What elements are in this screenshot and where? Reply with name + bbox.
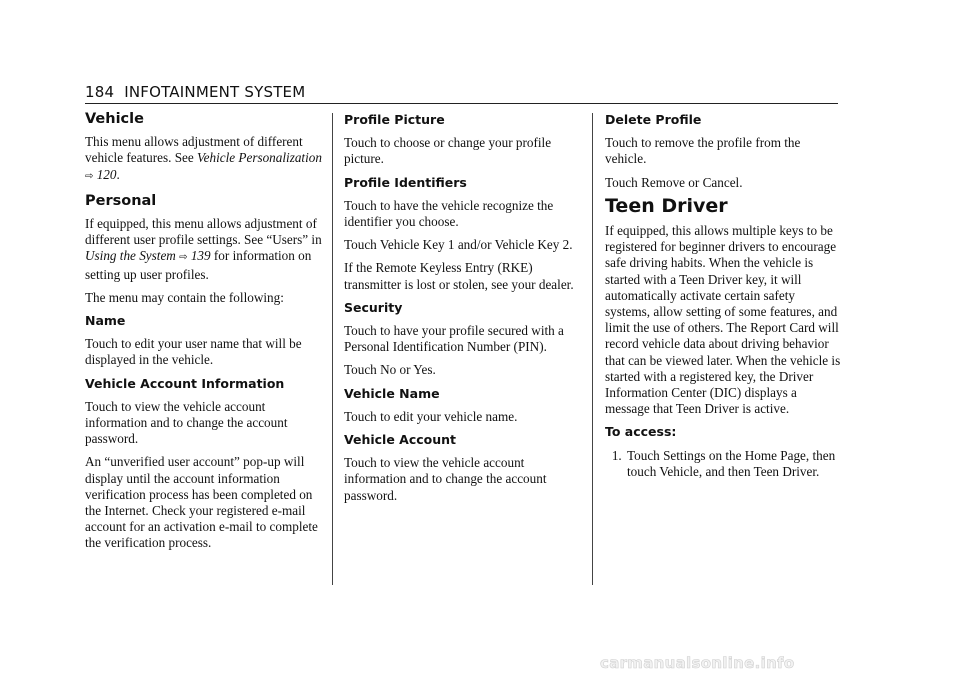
- profile-picture-paragraph: Touch to choose or change your profile picture.: [344, 135, 552, 167]
- profile-identifiers-paragraph: Touch to have the vehicle recognize the identifier you choose.: [344, 197, 554, 230]
- vehicle-personalization-link[interactable]: Vehicle Personalization: [197, 150, 322, 166]
- column-divider-1: [332, 113, 333, 585]
- vehicle-account-heading: Vehicle Account: [344, 432, 457, 448]
- security-heading: Security: [344, 299, 403, 315]
- access-step: 1. Touch Settings on the Home Page, then touch Vehicle, and then Teen Driver.: [625, 448, 841, 480]
- vehicle-account-information-paragraph: Touch to view the vehicle account information and to change the account password.: [85, 398, 288, 447]
- using-the-system-page[interactable]: 139: [190, 248, 211, 264]
- using-the-system-link[interactable]: Using the System: [85, 248, 176, 264]
- teen-driver-paragraph: If equipped, this allows multiple keys to be registered for beginner drivers to encourage safe driving habits. When the vehicle is started with a Teen Driver key, it will automatically activate certain safety systems, allow setting of some features, and limit the use of others. The Report Card will record vehicle data about driving behavior that can be viewed later. When the vehicle is started with a registered key, the Driver Information Center (DIC) displays a message that Teen Driver is active.: [605, 223, 841, 417]
- access-steps-list: [605, 448, 841, 480]
- vehicle-name-heading: Vehicle Name: [344, 385, 440, 401]
- page-reference-arrow-icon: ⇨: [85, 170, 94, 182]
- rke-paragraph: If the Remote Keyless Entry (RKE) transmitter is lost or stolen, see your dealer.: [344, 260, 574, 292]
- page-number: 184: [85, 83, 115, 101]
- name-heading: Name: [85, 313, 126, 329]
- header-rule: [85, 103, 838, 104]
- unverified-account-paragraph: An “unverified user account” pop-up will display until the account information verification process has been completed on the Internet. Check your registered e-mail account for an activation e-mail to complete the verification process.: [85, 454, 318, 551]
- personal-paragraph: If equipped, this menu allows adjustment of different user profile settings. See “Users” in Using the System ⇨ 139 for information on setting up user profiles.: [85, 216, 322, 282]
- profile-identifiers-heading: Profile Identifiers: [344, 174, 467, 190]
- watermark-logo: carmanualsonline.info: [600, 654, 795, 672]
- column-divider-2: [592, 113, 593, 585]
- vehicle-name-paragraph: Touch to edit your vehicle name.: [344, 408, 518, 424]
- delete-profile-paragraph: Touch to remove the profile from the vehicle.: [605, 135, 801, 167]
- section-title: INFOTAINMENT SYSTEM: [124, 83, 306, 101]
- vehicle-account-paragraph: Touch to view the vehicle account information and to change the account password.: [344, 455, 547, 503]
- vehicle-paragraph: This menu allows adjustment of different vehicle features. See Vehicle Personalization ⇨ 120.: [85, 134, 322, 182]
- column-2: [344, 108, 580, 511]
- personal-heading: Personal: [85, 192, 157, 209]
- security-no-yes-text: Touch No or Yes.: [344, 362, 436, 378]
- delete-profile-heading: Delete Profile: [605, 112, 702, 127]
- to-access-heading: To access:: [605, 424, 677, 440]
- vehicle-key-paragraph: Touch Vehicle Key 1 and/or Vehicle Key 2.: [344, 237, 573, 253]
- vehicle-heading: Vehicle: [85, 111, 144, 127]
- name-paragraph: Touch to edit your user name that will be displayed in the vehicle.: [85, 336, 302, 368]
- vehicle-account-information-heading: Vehicle Account Information: [85, 375, 285, 391]
- remove-cancel-text: Touch Remove or Cancel.: [605, 174, 743, 190]
- security-paragraph: Touch to have your profile secured with a Personal Identification Number (PIN).: [344, 323, 564, 355]
- profile-picture-heading: Profile Picture: [344, 112, 445, 127]
- page-header: [85, 83, 305, 101]
- page-reference-arrow-icon: ⇨: [179, 252, 188, 264]
- teen-driver-heading: Teen Driver: [605, 194, 728, 217]
- column-1: [85, 108, 325, 559]
- menu-contains-text: The menu may contain the following:: [85, 289, 284, 305]
- column-3: [605, 108, 841, 480]
- vehicle-personalization-page[interactable]: 120: [96, 166, 117, 182]
